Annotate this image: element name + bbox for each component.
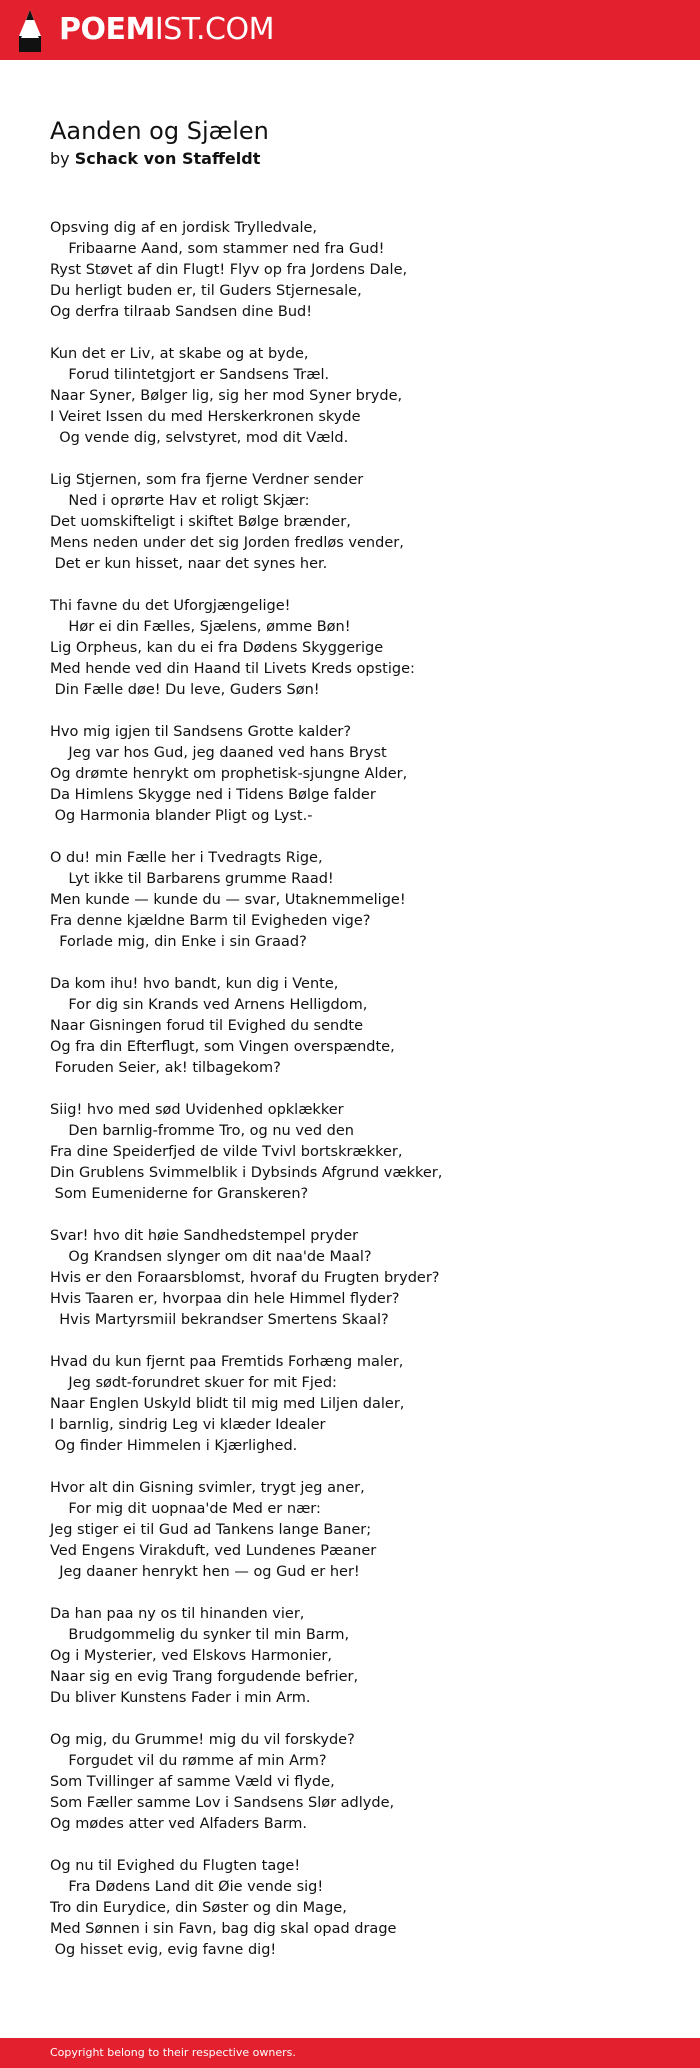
poem-line: Hvo mig igjen til Sandsens Grotte kalder? <box>50 724 352 740</box>
poem-line: Det er kun hisset, naar det synes her. <box>50 556 328 572</box>
poem-line: Og finder Himmelen i Kjærlighed. <box>50 1438 298 1454</box>
poem-line: O du! min Fælle her i Tvedragts Rige, <box>50 850 323 866</box>
stanza <box>50 848 670 953</box>
poem-line: Som Eumeniderne for Granskeren? <box>50 1186 309 1202</box>
stanza <box>50 218 670 323</box>
poem-line: Og Krandsen slynger om dit naa'de Maal? <box>50 1249 372 1265</box>
stanza <box>50 596 670 701</box>
poem-line: Hvis Martyrsmiil bekrandser Smertens Skaal? <box>50 1312 389 1328</box>
poem-line: Hvor alt din Gisning svimler, trygt jeg aner, <box>50 1480 365 1496</box>
poem-line: Fribaarne Aand, som stammer ned fra Gud! <box>50 241 385 257</box>
poem-line: Mens neden under det sig Jorden fredløs vender, <box>50 535 404 551</box>
poem-line: Fra dine Speiderfjed de vilde Tvivl bortskrækker, <box>50 1144 403 1160</box>
stanza <box>50 470 670 575</box>
poem-line: Fra Dødens Land dit Øie vende sig! <box>50 1879 324 1895</box>
site-logo[interactable] <box>59 13 274 47</box>
copyright-text: Copyright belong to their respective owners. <box>50 2046 296 2059</box>
poem-line: Og mig, du Grumme! mig du vil forskyde? <box>50 1732 355 1748</box>
logo-text-bold: POEM <box>59 12 155 47</box>
poem-line: Lig Orpheus, kan du ei fra Dødens Skyggerige <box>50 640 384 656</box>
poem-line: Da han paa ny os til hinanden vier, <box>50 1606 305 1622</box>
poem-line: Jeg stiger ei til Gud ad Tankens lange Baner; <box>50 1522 372 1538</box>
pencil-nib-icon[interactable] <box>19 10 41 52</box>
poem-line: Du herligt buden er, til Guders Stjernesale, <box>50 283 362 299</box>
poem-line: Som Fæller samme Lov i Sandsens Slør adlyde, <box>50 1795 395 1811</box>
poem-line: Hvis er den Foraarsblomst, hvoraf du Frugten bryder? <box>50 1270 440 1286</box>
byline-prefix: by <box>50 149 70 168</box>
poem-line: I Veiret Issen du med Herskerkronen skyde <box>50 409 361 425</box>
poem-line: Med Sønnen i sin Favn, bag dig skal opad drage <box>50 1921 397 1937</box>
poem-line: Foruden Seier, ak! tilbagekom? <box>50 1060 281 1076</box>
poem-line: Kun det er Liv, at skabe og at byde, <box>50 346 309 362</box>
stanza <box>50 974 670 1079</box>
poem-line: Da Himlens Skygge ned i Tidens Bølge falder <box>50 787 376 803</box>
poem-line: Tro din Eurydice, din Søster og din Mage, <box>50 1900 347 1916</box>
poem-line: Jeg var hos Gud, jeg daaned ved hans Bryst <box>50 745 387 761</box>
stanza <box>50 1730 670 1835</box>
poem-line: Og drømte henrykt om prophetisk-sjungne Alder, <box>50 766 408 782</box>
poem-line: Naar sig en evig Trang forgudende befrier, <box>50 1669 359 1685</box>
poem-title: Aanden og Sjælen <box>50 117 269 145</box>
poem-line: Jeg sødt-forundret skuer for mit Fjed: <box>50 1375 337 1391</box>
poem-line: Og hisset evig, evig favne dig! <box>50 1942 277 1958</box>
poem-line: Hvis Taaren er, hvorpaa din hele Himmel flyder? <box>50 1291 400 1307</box>
poem-line: Lig Stjernen, som fra fjerne Verdner sender <box>50 472 364 488</box>
logo-text-light: IST.COM <box>154 12 274 47</box>
poem-line: Svar! hvo dit høie Sandhedstempel pryder <box>50 1228 359 1244</box>
poem-line: For dig sin Krands ved Arnens Helligdom, <box>50 997 368 1013</box>
poem-line: Naar Gisningen forud til Evighed du sendte <box>50 1018 364 1034</box>
poem-line: Og nu til Evighed du Flugten tage! <box>50 1858 301 1874</box>
poem-line: Og fra din Efterflugt, som Vingen overspændte, <box>50 1039 395 1055</box>
poem-line: Forud tilintetgjort er Sandsens Træl. <box>50 367 330 383</box>
poem-line: Da kom ihu! hvo bandt, kun dig i Vente, <box>50 976 339 992</box>
poem-line: Hvad du kun fjernt paa Fremtids Forhæng maler, <box>50 1354 404 1370</box>
poem-body <box>50 218 670 1982</box>
poem-line: Du bliver Kunstens Fader i min Arm. <box>50 1690 311 1706</box>
poem-line: Ved Engens Virakduft, ved Lundenes Pæaner <box>50 1543 377 1559</box>
poem-line: Ned i oprørte Hav et roligt Skjær: <box>50 493 310 509</box>
poem-line: Forlade mig, din Enke i sin Graad? <box>50 934 307 950</box>
poem-line: Opsving dig af en jordisk Trylledvale, <box>50 220 318 236</box>
poem-line: Ryst Støvet af din Flugt! Flyv op fra Jordens Dale, <box>50 262 408 278</box>
poem-line: Lyt ikke til Barbarens grumme Raad! <box>50 871 334 887</box>
poem-line: Brudgommelig du synker til min Barm, <box>50 1627 350 1643</box>
poem-line: Den barnlig-fromme Tro, og nu ved den <box>50 1123 354 1139</box>
poem-line: Og i Mysterier, ved Elskovs Harmonier, <box>50 1648 332 1664</box>
poem-line: Men kunde — kunde du — svar, Utaknemmelige! <box>50 892 406 908</box>
poem-line: Siig! hvo med sød Uvidenhed opklækker <box>50 1102 344 1118</box>
site-header <box>0 0 700 60</box>
stanza <box>50 1352 670 1457</box>
poem-line: Og mødes atter ved Alfaders Barm. <box>50 1816 308 1832</box>
poem-line: Naar Syner, Bølger lig, sig her mod Syner bryde, <box>50 388 403 404</box>
poem-line: Og Harmonia blander Pligt og Lyst.- <box>50 808 313 824</box>
poem-line: Hør ei din Fælles, Sjælens, ømme Bøn! <box>50 619 351 635</box>
stanza <box>50 722 670 827</box>
poem-line: Din Grublens Svimmelblik i Dybsinds Afgrund vækker, <box>50 1165 443 1181</box>
poem-line: Fra denne kjældne Barm til Evigheden vige? <box>50 913 371 929</box>
poem-line: Forgudet vil du rømme af min Arm? <box>50 1753 327 1769</box>
poem-line: Som Tvillinger af samme Væld vi flyde, <box>50 1774 335 1790</box>
poem-line: I barnlig, sindrig Leg vi klæder Idealer <box>50 1417 326 1433</box>
poem-line: Med hende ved din Haand til Livets Kreds opstige: <box>50 661 415 677</box>
poem-line: Og derfra tilraab Sandsen dine Bud! <box>50 304 313 320</box>
stanza <box>50 1478 670 1583</box>
stanza <box>50 1604 670 1709</box>
site-footer <box>0 2038 700 2068</box>
stanza <box>50 1856 670 1961</box>
poem-byline <box>50 148 260 170</box>
poem-line: Din Fælle døe! Du leve, Guders Søn! <box>50 682 320 698</box>
poem-line: Thi favne du det Uforgjængelige! <box>50 598 291 614</box>
poem-author[interactable]: Schack von Staffeldt <box>74 149 261 168</box>
poem-line: Jeg daaner henrykt hen — og Gud er her! <box>50 1564 360 1580</box>
poem-line: Det uomskifteligt i skiftet Bølge brænder, <box>50 514 351 530</box>
poem-line: For mig dit uopnaa'de Med er nær: <box>50 1501 321 1517</box>
poem-line: Naar Englen Uskyld blidt til mig med Liljen daler, <box>50 1396 405 1412</box>
stanza <box>50 1226 670 1331</box>
stanza <box>50 1100 670 1205</box>
poem-line: Og vende dig, selvstyret, mod dit Væld. <box>50 430 349 446</box>
stanza <box>50 344 670 449</box>
